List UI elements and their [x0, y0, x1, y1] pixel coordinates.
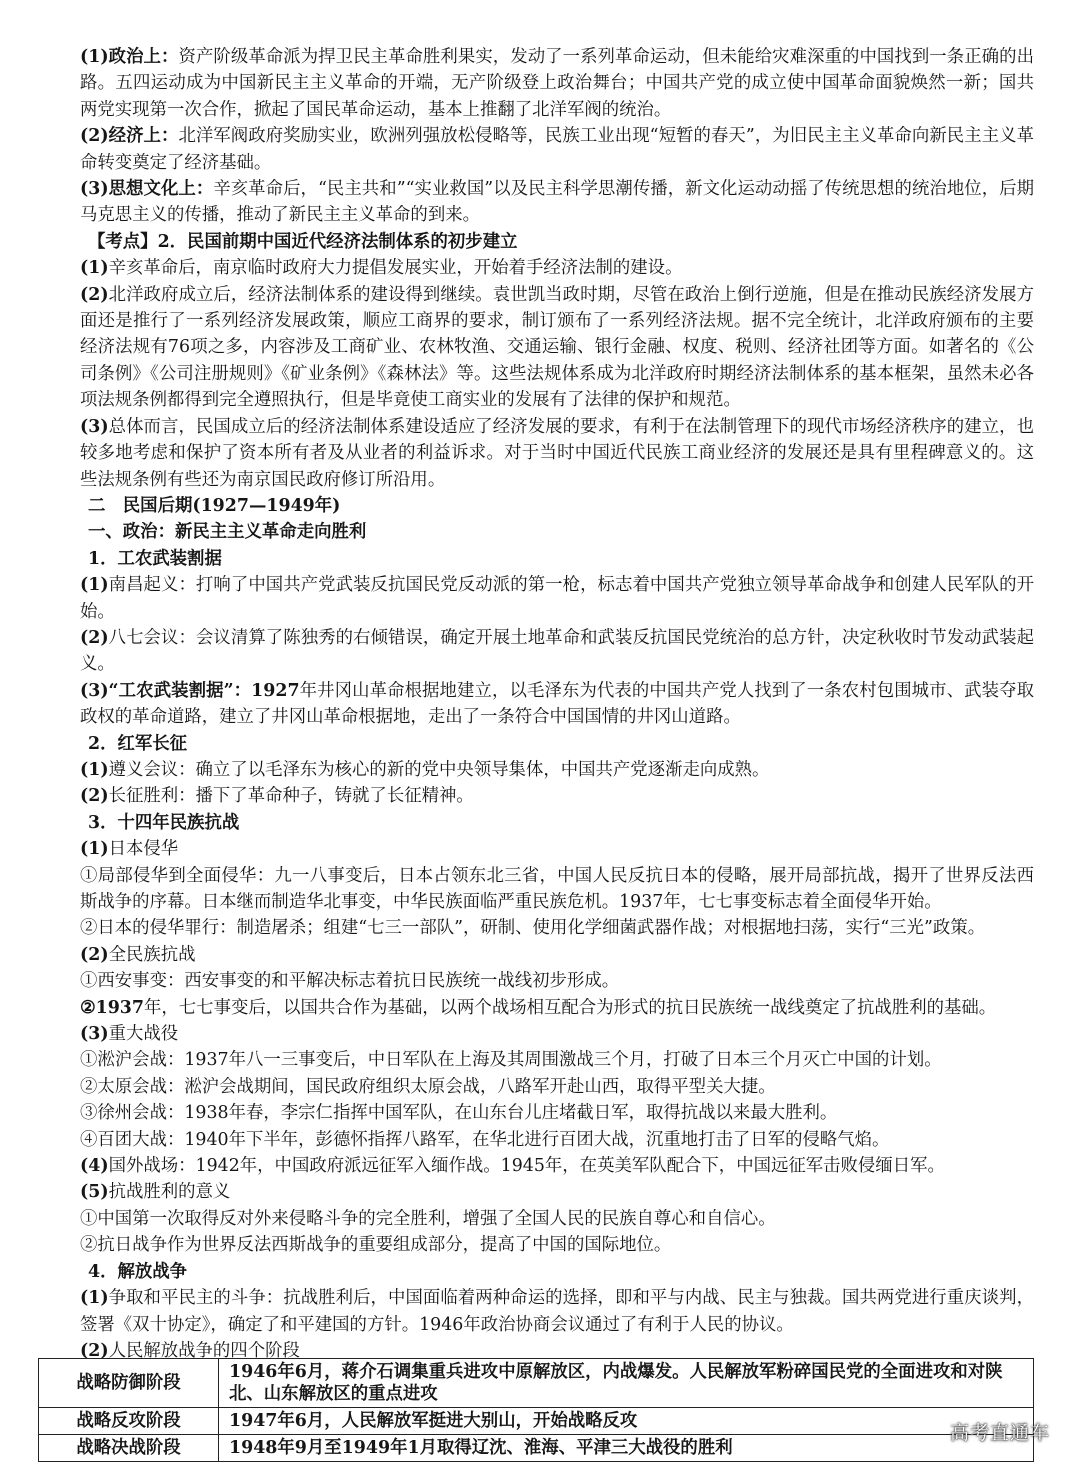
paragraph — [80, 572, 1034, 625]
paragraph-text: ②抗日战争作为世界反法西斯战争的重要组成部分，提高了中国的国际地位。 — [80, 1235, 672, 1256]
paragraph — [80, 1074, 1034, 1100]
paragraph-text: ①局部侵华到全面侵华：九一八事变后，日本占领东北三省，中国人民反抗日本的侵略，展开局部抗战，揭开了世界反法西斯战争的序幕。日本继而制造华北事变，中华民族面临严重民族危机。1937年，七七事变标志着全面侵华开始。 — [80, 865, 1034, 912]
stage-name-cell: 战略决战阶段 — [39, 1435, 219, 1462]
section-heading — [80, 810, 1034, 836]
heading-text: 【考点】2．民国前期中国近代经济法制体系的初步建立 — [88, 231, 518, 252]
paragraph — [80, 282, 1034, 414]
paragraph-text: 日本侵华 — [108, 839, 179, 860]
table-row — [39, 1359, 1034, 1408]
paragraph — [80, 625, 1034, 678]
paragraph-text: 辛亥革命后，南京临时政府大力提倡发展实业，开始着手经济法制的建设。 — [108, 258, 683, 279]
paragraph — [80, 942, 1034, 968]
paragraph — [80, 1047, 1034, 1073]
paragraph — [80, 1021, 1034, 1047]
paragraph-label: (1) — [80, 759, 109, 780]
paragraph-label: (5) — [80, 1182, 109, 1203]
stage-description-cell: 1947年6月，人民解放军挺进大别山，开始战略反攻 — [219, 1408, 1034, 1435]
heading-text: 二 民国后期(1927—1949年) — [88, 495, 341, 516]
stage-description-cell: 1948年9月至1949年1月取得辽沈、淮海、平津三大战役的胜利 — [219, 1435, 1034, 1462]
paragraph-text: 辛亥革命后，“民主共和”“实业救国”以及民主科学思潮传播，新文化运动动摇了传统思想的统治地位，后期马克思主义的传播，推动了新民主主义革命的到来。 — [80, 179, 1034, 226]
paragraph-text: 全民族抗战 — [108, 944, 196, 965]
paragraph-text: 北洋政府成立后，经济法制体系的建设得到继续。袁世凯当政时期，尽管在政治上倒行逆施，但是在推动民族经济发展方面还是推行了一系列经济发展政策，顺应工商界的要求，制订颁布了一系列经济法规。据不完全统计，北洋政府颁布的主要经济法规有76项之多，内容涉及工商矿业、农林牧渔、交通运输、银行金融、权度、税则、经济社团等方面。如著名的《公司条例》《公司注册规则》《矿业条例》《森林法》等。这些法规体系成为北洋政府时期经济法制体系的基本框架，虽然未必各项法规条例都得到完全遵照执行，但是毕竟使工商实业的发展有了法律的保护和规范。 — [80, 284, 1034, 411]
stage-name-cell: 战略反攻阶段 — [39, 1408, 219, 1435]
table-row — [39, 1408, 1034, 1435]
paragraph — [80, 1206, 1034, 1232]
paragraph-label: (1) — [80, 839, 109, 860]
paragraph-label: (1) — [80, 258, 109, 279]
paragraph-text: ②日本的侵华罪行：制造屠杀；组建“七三一部队”，研制、使用化学细菌武器作战；对根据地扫荡，实行“三光”政策。 — [80, 918, 986, 939]
paragraph — [80, 783, 1034, 809]
paragraph — [80, 414, 1034, 493]
paragraph — [80, 1100, 1034, 1126]
paragraph — [80, 1179, 1034, 1205]
watermark: 高考直通车 — [949, 1422, 1050, 1444]
paragraph-text: 遵义会议：确立了以毛泽东为核心的新的党中央领导集体，中国共产党逐渐走向成熟。 — [108, 759, 770, 780]
paragraph — [80, 44, 1034, 123]
paragraph — [80, 255, 1034, 281]
heading-text: 2．红军长征 — [88, 733, 188, 754]
paragraph-text: ①淞沪会战：1937年八一三事变后，中日军队在上海及其周围激战三个月，打破了日本三个月灭亡中国的计划。 — [80, 1050, 942, 1071]
paragraph-label: (2) — [80, 284, 109, 305]
paragraph-label: (1) — [80, 1288, 109, 1309]
paragraph-text: 八七会议：会议清算了陈独秀的右倾错误，确定开展土地革命和武装反抗国民党统治的总方针，决定秋收时节发动武装起义。 — [80, 627, 1034, 675]
heading-text: 4．解放战争 — [88, 1261, 188, 1282]
paragraph — [80, 123, 1034, 176]
stage-name-cell: 战略防御阶段 — [39, 1359, 219, 1408]
section-heading — [80, 493, 1034, 519]
paragraph-text: ②太原会战：淞沪会战期间，国民政府组织太原会战，八路军开赴山西，取得平型关大捷。 — [80, 1076, 776, 1097]
paragraph — [80, 995, 1034, 1021]
stage-description-cell: 1946年6月，蒋介石调集重兵进攻中原解放区，内战爆发。人民解放军粉碎国民党的全面进攻和对陕北、山东解放区的重点进攻 — [219, 1359, 1034, 1408]
document-body — [80, 44, 1034, 1364]
paragraph-label: (2)经济上： — [80, 126, 179, 147]
paragraph-text: 南昌起义：打响了中国共产党武装反抗国民党反动派的第一枪，标志着中国共产党独立领导革命战争和创建人民军队的开始。 — [80, 575, 1034, 622]
paragraph-label: (2) — [80, 786, 109, 807]
liberation-war-stages-table — [38, 1358, 1034, 1462]
paragraph-text: 重大战役 — [108, 1024, 179, 1045]
paragraph-text: ①西安事变：西安事变的和平解决标志着抗日民族统一战线初步形成。 — [80, 971, 620, 992]
paragraph-text: 人民解放战争的四个阶段 — [108, 1340, 300, 1361]
paragraph-text: ③徐州会战：1938年春，李宗仁指挥中国军队，在山东台儿庄堵截日军，取得抗战以来最大胜利。 — [80, 1103, 838, 1124]
paragraph-label: (3) — [80, 416, 109, 437]
paragraph — [80, 863, 1034, 916]
paragraph-text: 总体而言，民国成立后的经济法制体系建设适应了经济发展的要求，有利于在法制管理下的现代市场经济秩序的建立，也较多地考虑和保护了资本所有者及从业者的利益诉求。对于当时中国近代民族工商业经济的发展还是具有里程碑意义的。这些法规条例有些还为南京国民政府修订所沿用。 — [80, 416, 1034, 490]
paragraph — [80, 757, 1034, 783]
paragraph — [80, 176, 1034, 229]
paragraph-label: (2) — [80, 627, 109, 648]
paragraph-label: (3)思想文化上： — [80, 179, 214, 200]
paragraph-text: 年，七七事变后，以国共合作为基础，以两个战场相互配合为形式的抗日民族统一战线奠定了抗战胜利的基础。 — [144, 997, 997, 1018]
paragraph — [80, 1232, 1034, 1258]
section-heading — [80, 1259, 1034, 1285]
paragraph — [80, 1153, 1034, 1179]
paragraph-text: 年井冈山革命根据地建立，以毛泽东为代表的中国共产党人找到了一条农村包围城市、武装夺取政权的革命道路，建立了井冈山革命根据地，走出了一条符合中国国情的井冈山道路。 — [80, 680, 1034, 728]
paragraph-text: 北洋军阀政府奖励实业，欧洲列强放松侵略等，民族工业出现“短暂的春天”，为旧民主主义革命向新民主主义革命转变奠定了经济基础。 — [80, 126, 1034, 173]
paragraph — [80, 1127, 1034, 1153]
heading-text: 1．工农武装割据 — [88, 548, 222, 569]
section-heading — [80, 519, 1034, 545]
paragraph — [80, 1285, 1034, 1338]
paragraph-text: 长征胜利：播下了革命种子，铸就了长征精神。 — [108, 786, 474, 807]
paragraph-text: ④百团大战：1940年下半年，彭德怀指挥八路军，在华北进行百团大战，沉重地打击了日军的侵略气焰。 — [80, 1129, 890, 1150]
paragraph-label: (2) — [80, 1340, 109, 1361]
paragraph-label: (3)“工农武装割据”：1927 — [80, 680, 300, 701]
paragraph-text: 抗战胜利的意义 — [108, 1182, 231, 1203]
section-heading — [80, 229, 1034, 255]
paragraph — [80, 915, 1034, 941]
paragraph — [80, 968, 1034, 994]
paragraph — [80, 678, 1034, 731]
section-heading — [80, 731, 1034, 757]
paragraph-text: 争取和平民主的斗争：抗战胜利后，中国面临着两种命运的选择，即和平与内战、民主与独裁。国共两党进行重庆谈判，签署《双十协定》，确定了和平建国的方针。1946年政治协商会议通过了有利于人民的协议。 — [80, 1288, 1034, 1335]
section-heading — [80, 546, 1034, 572]
heading-text: 3．十四年民族抗战 — [88, 812, 240, 833]
paragraph-label: ②1937 — [80, 997, 144, 1018]
table-row — [39, 1435, 1034, 1462]
paragraph-text: 国外战场：1942年，中国政府派远征军入缅作战。1945年，在英美军队配合下，中国远征军击败侵缅日军。 — [108, 1156, 945, 1177]
paragraph-label: (2) — [80, 944, 109, 965]
paragraph-label: (1) — [80, 575, 109, 596]
paragraph-text: ①中国第一次取得反对外来侵略斗争的完全胜利，增强了全国人民的民族自尊心和自信心。 — [80, 1208, 776, 1229]
paragraph-label: (3) — [80, 1024, 109, 1045]
paragraph — [80, 836, 1034, 862]
paragraph-text: 资产阶级革命派为捍卫民主革命胜利果实，发动了一系列革命运动，但未能给灾难深重的中国找到一条正确的出路。五四运动成为中国新民主主义革命的开端，无产阶级登上政治舞台；中国共产党的成立使中国革命面貌焕然一新；国共两党实现第一次合作，掀起了国民革命运动，基本上推翻了北洋军阀的统治。 — [80, 47, 1034, 120]
paragraph-label: (4) — [80, 1156, 109, 1177]
heading-text: 一、政治：新民主主义革命走向胜利 — [88, 522, 367, 543]
paragraph-label: (1)政治上： — [80, 47, 179, 67]
